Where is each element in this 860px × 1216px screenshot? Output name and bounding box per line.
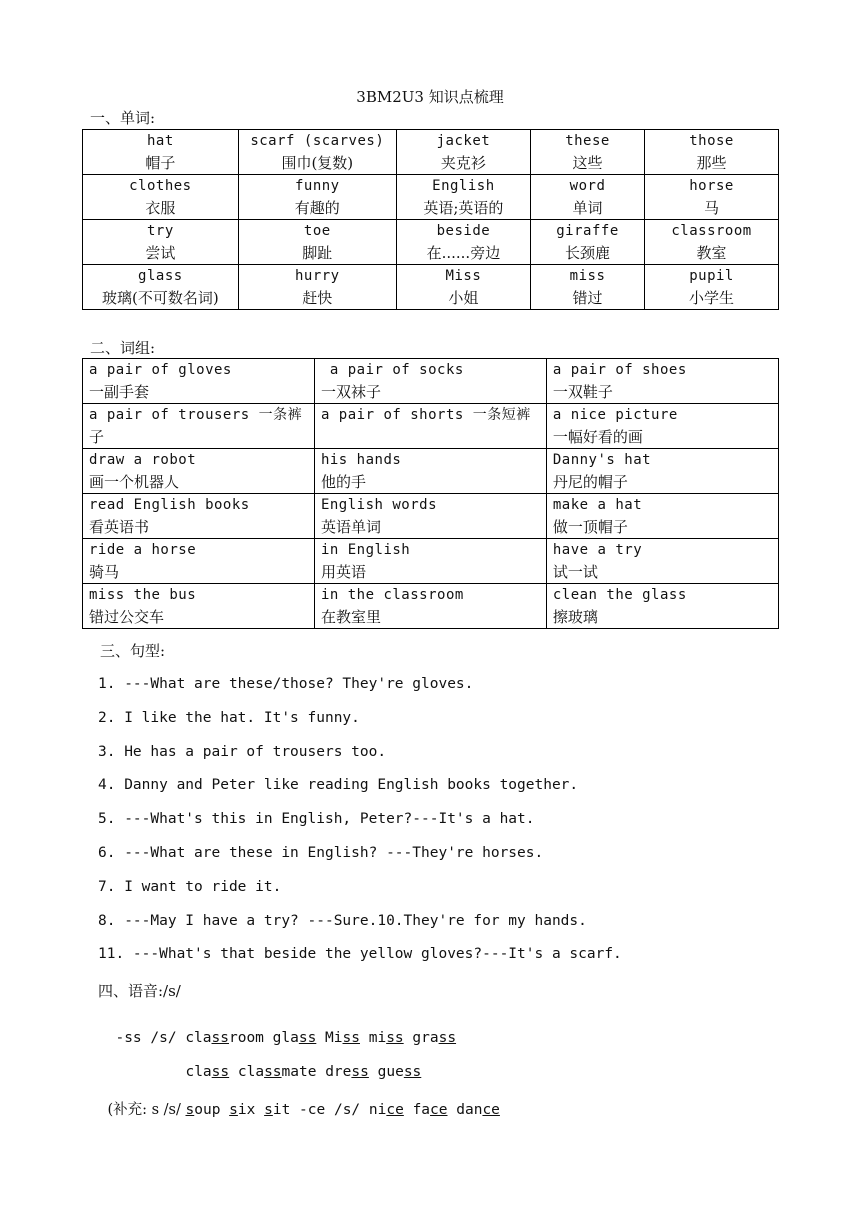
vocab-english: horse bbox=[689, 178, 734, 194]
vocab-chinese: 有趣的 bbox=[294, 199, 340, 217]
phrase-chinese: 一双鞋子 bbox=[552, 383, 613, 401]
phonics-underlined-letters: ce bbox=[386, 1102, 404, 1118]
phrase-cell bbox=[314, 359, 546, 404]
vocab-cell bbox=[238, 220, 396, 265]
phrase-row bbox=[83, 359, 779, 404]
phonics-word-part: ni bbox=[368, 1102, 387, 1118]
phonics-word bbox=[378, 1064, 422, 1080]
vocab-chinese: 玻璃(不可数名词) bbox=[102, 289, 219, 307]
phonics-underlined-letters: ss bbox=[211, 1064, 230, 1080]
vocab-english: clothes bbox=[129, 178, 192, 194]
vocab-chinese: 那些 bbox=[696, 154, 727, 172]
phrase-row bbox=[83, 584, 779, 629]
phonics-word-part: mi bbox=[368, 1030, 387, 1046]
vocab-cell bbox=[83, 265, 239, 310]
phonics-line3-mid: -ce /s/ bbox=[290, 1102, 369, 1118]
phrase-chinese: 用英语 bbox=[320, 563, 366, 581]
phrase-row bbox=[83, 449, 779, 494]
phrase-chinese: 错过公交车 bbox=[89, 608, 165, 626]
phrases-table bbox=[82, 358, 779, 629]
vocab-cell bbox=[83, 175, 239, 220]
phonics-word-part: gue bbox=[377, 1064, 404, 1080]
phrase-cell bbox=[546, 359, 778, 404]
vocab-row bbox=[83, 175, 779, 220]
sentence-item: 11. ---What's that beside the yellow gloves?---It's a scarf. bbox=[98, 946, 622, 963]
vocab-chinese: 长颈鹿 bbox=[565, 244, 611, 262]
phonics-word-part: gla bbox=[272, 1030, 299, 1046]
phonics-word-part: dre bbox=[325, 1064, 352, 1080]
phrase-cell bbox=[546, 584, 778, 629]
phrase-english: read English books bbox=[89, 497, 250, 513]
phrase-english: ride a horse bbox=[89, 542, 197, 558]
phrase-cell bbox=[83, 449, 315, 494]
phrase-cell bbox=[83, 359, 315, 404]
phrase-english: in the classroom bbox=[320, 587, 464, 603]
phonics-word bbox=[369, 1102, 404, 1118]
phonics-word-part: room bbox=[228, 1030, 264, 1046]
vocab-cell bbox=[645, 220, 779, 265]
phonics-line3-prefix: (补充: s /s/ bbox=[107, 1102, 186, 1118]
sentence-item: 8. ---May I have a try? ---Sure.10.They're for my hands. bbox=[98, 912, 587, 929]
phrase-cell bbox=[314, 449, 546, 494]
phonics-word bbox=[238, 1064, 317, 1080]
phonics-line-3 bbox=[90, 1082, 500, 1119]
vocab-chinese: 脚趾 bbox=[302, 244, 333, 262]
phrase-row bbox=[83, 494, 779, 539]
phonics-word-part: dan bbox=[456, 1102, 483, 1118]
phrase-english: his hands bbox=[320, 452, 402, 468]
vocab-chinese: 英语;英语的 bbox=[423, 199, 504, 217]
phrase-chinese: 一副手套 bbox=[89, 383, 150, 401]
vocab-cell bbox=[238, 265, 396, 310]
sentence-item: 6. ---What are these in English? ---They're horses. bbox=[98, 845, 544, 861]
vocabulary-table bbox=[82, 129, 779, 310]
phonics-word bbox=[186, 1102, 221, 1118]
vocab-english: try bbox=[146, 223, 174, 239]
phonics-line-1 bbox=[98, 1014, 456, 1046]
vocab-cell bbox=[530, 220, 644, 265]
phonics-word-part: oup bbox=[194, 1102, 221, 1118]
phonics-word bbox=[325, 1064, 369, 1080]
sentence-item: 5. ---What's this in English, Peter?---It's a hat. bbox=[98, 811, 535, 828]
phonics-underlined-letters: ss bbox=[403, 1064, 422, 1080]
vocab-english: classroom bbox=[671, 223, 752, 239]
vocab-english: glass bbox=[138, 268, 183, 284]
vocab-english: those bbox=[689, 133, 734, 149]
phonics-word bbox=[325, 1030, 360, 1046]
phrase-english: a pair of shoes bbox=[552, 362, 687, 378]
vocab-chinese: 小学生 bbox=[689, 289, 735, 307]
phrase-chinese: 英语单词 bbox=[320, 518, 381, 536]
phonics-word-part: fa bbox=[412, 1102, 431, 1118]
phonics-word bbox=[413, 1102, 448, 1118]
phrase-chinese: 试一试 bbox=[552, 563, 598, 581]
phonics-underlined-letters: ss bbox=[386, 1030, 404, 1046]
vocab-cell bbox=[645, 265, 779, 310]
phonics-word-part: ix bbox=[237, 1102, 256, 1118]
phonics-word-part: cla bbox=[185, 1064, 212, 1080]
section-sentences-heading: 三、句型: bbox=[100, 642, 166, 660]
phonics-underlined-letters: ce bbox=[430, 1102, 448, 1118]
vocab-chinese: 这些 bbox=[572, 154, 603, 172]
phonics-word bbox=[185, 1030, 264, 1046]
phrase-english: a pair of gloves bbox=[89, 362, 232, 378]
vocab-chinese: 单词 bbox=[572, 199, 603, 217]
vocab-english: scarf (scarves) bbox=[250, 133, 385, 149]
vocab-cell bbox=[238, 130, 396, 175]
phonics-word bbox=[412, 1030, 456, 1046]
phonics-word-part: gra bbox=[412, 1030, 439, 1046]
vocab-english: giraffe bbox=[556, 223, 619, 239]
phrase-english: draw a robot bbox=[89, 452, 197, 468]
phrase-cell bbox=[83, 584, 315, 629]
phonics-line-2 bbox=[168, 1048, 421, 1080]
phonics-underlined-letters: ss bbox=[351, 1064, 369, 1080]
vocab-english: miss bbox=[569, 268, 606, 284]
phonics-word bbox=[264, 1102, 290, 1118]
sentence-item: 7. I want to ride it. bbox=[98, 878, 282, 895]
phrase-cell bbox=[546, 539, 778, 584]
phrase-english: a pair of socks bbox=[320, 362, 464, 378]
phonics-word-part: cla bbox=[237, 1064, 265, 1080]
vocab-chinese: 在......旁边 bbox=[426, 244, 501, 262]
phrase-cell bbox=[546, 494, 778, 539]
vocab-cell bbox=[530, 175, 644, 220]
phrase-cell bbox=[83, 539, 315, 584]
phrase-chinese: 擦玻璃 bbox=[552, 608, 598, 626]
phrase-cell bbox=[314, 584, 546, 629]
vocab-row bbox=[83, 265, 779, 310]
phrase-cell bbox=[314, 539, 546, 584]
phrase-cell bbox=[83, 404, 315, 449]
phonics-word-part: Mi bbox=[325, 1030, 343, 1046]
vocab-english: pupil bbox=[689, 268, 734, 284]
phrase-row bbox=[83, 539, 779, 584]
sentence-item: 1. ---What are these/those? They're gloves. bbox=[98, 676, 474, 692]
vocab-cell bbox=[238, 175, 396, 220]
phonics-underlined-letters: s bbox=[229, 1102, 238, 1118]
phrase-english: miss the bus bbox=[89, 587, 197, 603]
phrase-english: a pair of shorts 一条短裤 bbox=[320, 407, 531, 423]
phrase-cell bbox=[83, 494, 315, 539]
page-title: 3BM2U3 知识点梳理 bbox=[356, 88, 504, 106]
phonics-underlined-letters: ss bbox=[264, 1064, 282, 1080]
phrase-chinese: 他的手 bbox=[320, 473, 366, 491]
vocab-english: word bbox=[569, 178, 606, 194]
vocab-cell bbox=[83, 220, 239, 265]
vocab-english: Miss bbox=[445, 268, 482, 284]
sentence-item: 4. Danny and Peter like reading English books together. bbox=[98, 777, 579, 794]
sentence-item: 2. I like the hat. It's funny. bbox=[98, 709, 360, 726]
vocab-english: beside bbox=[436, 223, 491, 239]
vocab-chinese: 帽子 bbox=[145, 154, 176, 172]
vocab-chinese: 赶快 bbox=[302, 289, 333, 307]
section-phrases-heading: 二、词组: bbox=[90, 339, 156, 357]
phrase-cell bbox=[546, 449, 778, 494]
phrase-chinese: 看英语书 bbox=[89, 518, 150, 536]
vocab-row bbox=[83, 130, 779, 175]
vocab-english: hat bbox=[146, 133, 174, 149]
phrase-english: make a hat bbox=[552, 497, 643, 513]
vocab-english: toe bbox=[303, 223, 331, 239]
phonics-underlined-letters: ss bbox=[298, 1030, 317, 1046]
phrase-english: English words bbox=[320, 497, 438, 513]
phonics-word bbox=[229, 1102, 255, 1118]
phrase-english: in English bbox=[320, 542, 411, 558]
vocab-chinese: 围巾(复数) bbox=[281, 154, 354, 172]
phrase-english: Danny's hat bbox=[552, 452, 652, 468]
phrase-row bbox=[83, 404, 779, 449]
vocab-english: hurry bbox=[294, 268, 340, 284]
phonics-word bbox=[369, 1030, 404, 1046]
section-words-heading: 一、单词: bbox=[90, 109, 156, 127]
vocab-chinese: 尝试 bbox=[145, 244, 176, 262]
phonics-word bbox=[185, 1064, 229, 1080]
phonics-word-part: it bbox=[272, 1102, 291, 1118]
vocab-chinese: 马 bbox=[704, 199, 720, 217]
vocab-row bbox=[83, 220, 779, 265]
vocab-cell bbox=[530, 265, 644, 310]
vocab-cell bbox=[645, 175, 779, 220]
vocab-chinese: 错过 bbox=[572, 289, 603, 307]
vocab-cell bbox=[396, 220, 530, 265]
phonics-underlined-letters: ss bbox=[438, 1030, 457, 1046]
phonics-underlined-letters: ss bbox=[342, 1030, 360, 1046]
vocab-english: funny bbox=[294, 178, 340, 194]
phonics-underlined-letters: s bbox=[264, 1102, 273, 1118]
phrase-chinese: 一幅好看的画 bbox=[552, 428, 643, 446]
vocab-cell bbox=[83, 130, 239, 175]
phonics-word-part: cla bbox=[185, 1030, 212, 1046]
sentence-item: 3. He has a pair of trousers too. bbox=[98, 743, 387, 760]
section-phonics-heading: 四、语音:/s/ bbox=[98, 982, 181, 1000]
vocab-cell bbox=[396, 175, 530, 220]
phonics-underlined-letters: ss bbox=[211, 1030, 229, 1046]
phrase-cell bbox=[546, 404, 778, 449]
phonics-word bbox=[456, 1102, 500, 1118]
phrase-english: a nice picture bbox=[552, 407, 678, 423]
phrase-chinese: 做一顶帽子 bbox=[552, 518, 628, 536]
vocab-cell bbox=[645, 130, 779, 175]
phrase-chinese: 丹尼的帽子 bbox=[552, 473, 628, 491]
vocab-cell bbox=[396, 130, 530, 175]
vocab-cell bbox=[530, 130, 644, 175]
vocab-chinese: 教室 bbox=[696, 244, 727, 262]
vocab-chinese: 小姐 bbox=[448, 289, 479, 307]
phrase-english: clean the glass bbox=[552, 587, 687, 603]
phrase-english: a pair of trousers 一条裤 bbox=[89, 407, 303, 423]
phrase-chinese: 子 bbox=[89, 428, 105, 446]
phrase-chinese: 画一个机器人 bbox=[89, 473, 180, 491]
vocab-english: these bbox=[565, 133, 610, 149]
phonics-line1-prefix: -ss /s/ bbox=[115, 1030, 186, 1046]
phonics-word bbox=[273, 1030, 317, 1046]
vocab-chinese: 衣服 bbox=[145, 199, 176, 217]
phrase-cell bbox=[314, 404, 546, 449]
vocab-chinese: 夹克衫 bbox=[440, 154, 486, 172]
phrase-cell bbox=[314, 494, 546, 539]
phonics-underlined-letters: s bbox=[185, 1102, 195, 1118]
phonics-underlined-letters: ce bbox=[482, 1102, 500, 1118]
phrase-chinese: 在教室里 bbox=[320, 608, 381, 626]
phonics-word-part: mate bbox=[281, 1064, 317, 1080]
phrase-chinese: 一双袜子 bbox=[320, 383, 381, 401]
vocab-english: English bbox=[432, 178, 495, 194]
vocab-english: jacket bbox=[436, 133, 491, 149]
phrase-chinese: 骑马 bbox=[89, 563, 120, 581]
phrase-english: have a try bbox=[552, 542, 643, 558]
vocab-cell bbox=[396, 265, 530, 310]
